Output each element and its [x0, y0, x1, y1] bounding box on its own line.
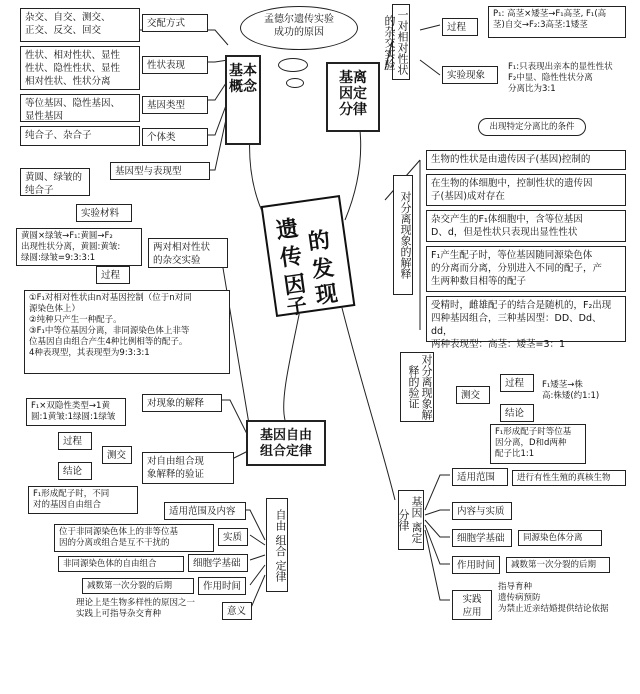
- process-detail-2: 黄圆×绿皱→F₁:黄圆→F₂ 出现性状分离，黄圆:黄皱: 绿圆:绿皱=9:3:3:1: [16, 228, 142, 266]
- scope-label: 适用范围: [452, 468, 508, 486]
- cytology-text: 同源染色体分离: [518, 530, 602, 546]
- trait-label: 性状表现: [142, 56, 208, 74]
- free-cytology-label: 细胞学基础: [188, 554, 248, 572]
- center-char: 传: [278, 242, 304, 272]
- time-text: 减数第一次分裂的后期: [506, 557, 610, 573]
- center-char: 子: [285, 292, 309, 320]
- genotype-phenotype-label: 基因型与表现型: [110, 162, 210, 180]
- free-cytology-text: 非同源染色体的自由组合: [58, 556, 184, 572]
- testcross-label-2: 测交: [102, 446, 132, 464]
- verify-label-2: 对自由组合现 象解释的验证: [142, 452, 234, 484]
- center-char: 现: [313, 280, 340, 310]
- material-label: 实验材料: [76, 204, 132, 222]
- independent-title: 基因自由 组合定律: [246, 420, 326, 466]
- tc-conclusion-label-2: 结论: [58, 462, 92, 480]
- free-scope-label: 适用范围及内容: [164, 502, 246, 520]
- free-law-title: 自由 组合 定律: [266, 498, 288, 592]
- central-title: [261, 195, 356, 320]
- essence-text: 位于非同源染色体上的非等位基 因的分离或组合是互不干扰的: [54, 524, 214, 552]
- mating-types-detail: 杂交、自交、测交、 正交、反交、回交: [20, 8, 140, 42]
- tc-conclusion-label: 结论: [500, 404, 534, 422]
- mating-types-label: 交配方式: [142, 14, 208, 32]
- explain-item-4: F₁产生配子时，等位基因随同源染色体 的分离而分离，分别进入不同的配子，产 生两种数目相等的配子: [426, 246, 626, 292]
- free-time-text: 减数第一次分裂的后期: [82, 578, 194, 594]
- tc-process-detail: F₁矮茎→株 高:株矮(约1:1): [542, 380, 600, 401]
- tc-process-detail-2: F₁×双隐性类型→1黄 圆:1黄皱:1绿圆:1绿皱: [26, 398, 126, 426]
- explain-item-2: 在生物的体细胞中，控制性状的遗传因 子(基因)成对存在: [426, 174, 626, 206]
- conditions-bubble: 出现特定分离比的条件: [478, 118, 586, 136]
- tc-process-label-2: 过程: [58, 432, 92, 450]
- tc-process-label: 过程: [500, 374, 534, 392]
- separation-law-bottom-title: 基因 离定 分律: [398, 490, 424, 550]
- meaning-text: 理论上是生物多样性的原因之一 实践上可指导杂交育种: [76, 598, 196, 619]
- separation-law-title: 基离 因定 分律: [326, 62, 380, 132]
- explain-item-3: 杂交产生的F₁体细胞中，含等位基因 D、d，但是性状只表现出显性性状: [426, 210, 626, 242]
- individual-detail: 纯合子、杂合子: [20, 126, 140, 146]
- phenomenon-detail: F₁:只表现出亲本的显性性状 F₂中显、隐性性状分离 分离比为3:1: [508, 62, 613, 94]
- reason-bubble: 孟德尔遗传实验 成功的原因: [240, 6, 358, 50]
- time-label: 作用时间: [452, 556, 500, 574]
- two-pair-cross: 两对相对性状 的杂交实验: [148, 238, 228, 268]
- process-label: 过程: [442, 18, 478, 36]
- cytology-label: 细胞学基础: [452, 529, 512, 547]
- phenomenon-label: 实验现象: [442, 66, 498, 84]
- gene-type-label: 基因类型: [142, 96, 208, 114]
- individual-label: 个体类: [142, 128, 208, 146]
- explain-label-2: 对现象的解释: [142, 394, 222, 412]
- testcross-label: 测交: [456, 386, 490, 404]
- center-char: 的: [306, 226, 332, 256]
- practice-label: 实践 应用: [452, 590, 492, 620]
- bubble-dot: [278, 58, 308, 72]
- gene-type-detail: 等位基因、隐性基因、 显性基因: [20, 94, 140, 122]
- process-detail: P₁: 高茎×矮茎→F₁高茎, F₁(高 茎)自交→F₂:3高茎:1矮茎: [488, 6, 626, 38]
- content-label: 内容与实质: [452, 502, 512, 520]
- meaning-label: 意义: [222, 602, 252, 620]
- scope-text: 进行有性生殖的真核生物: [512, 470, 626, 486]
- trait-detail: 性状、相对性状、显性 性状、隐性性状、显性 相对性状、性状分离: [20, 46, 140, 90]
- practice-text: 指导育种 遗传病预防 为禁止近亲结婚提供结论依据: [498, 582, 609, 614]
- center-char: 发: [310, 254, 336, 284]
- explain-detail-2: ①F₁对相对性状由n对基因控制（位于n对同 源染色体上） ②纯种只产生一种配子。 ③F₁中等位基因分离，非同源染色体上非等 位基因自由组合产生4种比例相等的配子。 4种表现型，其表现型为9:3:3:1: [24, 290, 230, 374]
- tc-conclusion-detail: F₁形成配子时等位基 因分离，D和d两种 配子比1:1: [490, 424, 586, 464]
- verify-title: 对分离现象解释的验证: [400, 352, 434, 422]
- explain-item-5: 受精时，雌雄配子的结合是随机的，F₂出现 四种基因组合，三种基因型：DD、Dd、dd， 两种表现型：高茎：矮茎=3：1: [426, 296, 626, 342]
- explain-title: 对分离现象的解释: [393, 175, 413, 295]
- basic-concepts-title: 基本 概念: [225, 55, 261, 145]
- essence-label: 实质: [218, 528, 248, 546]
- material-detail: 黄圆、绿皱的 纯合子: [20, 168, 90, 196]
- center-char: 因: [282, 270, 308, 300]
- bubble-dot: [286, 78, 304, 88]
- explain-item-1: 生物的性状是由遗传因子(基因)控制的: [426, 150, 626, 170]
- tc-conclusion-detail-2: F₁形成配子时，不同 对的基因自由组合: [28, 486, 138, 514]
- single-cross-title: 一对相对性状的杂交实验: [392, 4, 410, 80]
- process-label-2: 过程: [96, 266, 130, 284]
- center-char: 遗: [274, 215, 300, 245]
- free-time-label: 作用时间: [198, 577, 246, 595]
